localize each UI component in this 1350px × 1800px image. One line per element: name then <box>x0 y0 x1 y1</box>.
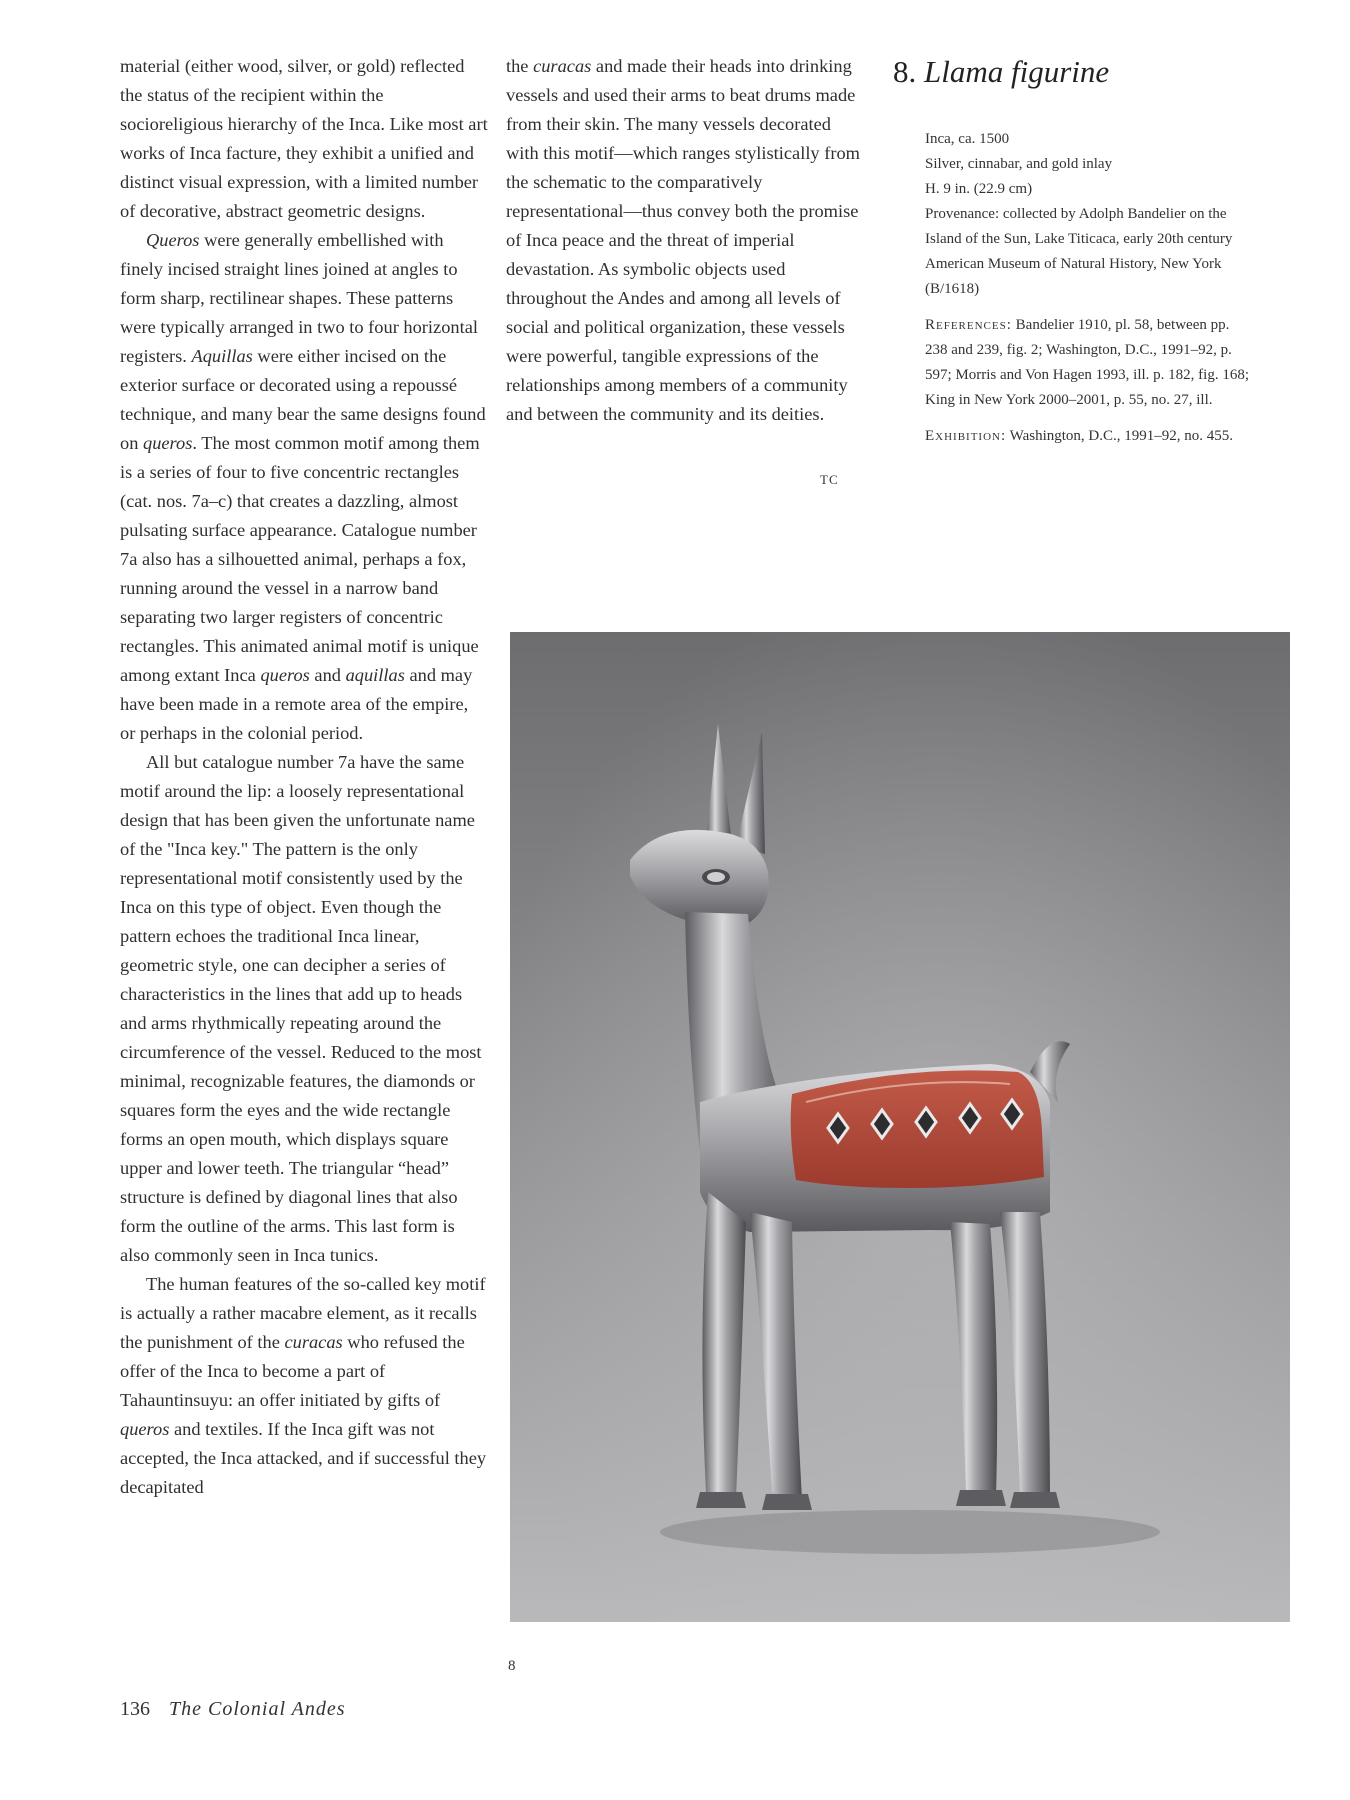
exhibition: Exhibition: Washington, D.C., 1991–92, no. 455. <box>925 428 1234 444</box>
provenance: Provenance: collected by Adolph Bandelier on the Island of the Sun, Lake Titicaca, early 20th century <box>925 206 1233 247</box>
paragraph: The human features of the so-called key motif is actually a rather macabre element, as it recalls the punishment of the curacas who refused the offer of the Inca to become a part of Tahauntinsuyu: an offer initiated by gifts of queros and textiles. If the Inca gift was not accepted, the Inca attacked, and if successful they decapitated <box>120 1274 487 1497</box>
paragraph: All but catalogue number 7a have the same motif around the lip: a loosely representational design that has been given the unfortunate name of the "Inca key." The pattern is the only representational motif consistently used by the Inca on this type of object. Even though the pattern echoes the traditional Inca linear, geometric style, one can decipher a series of characteristics in the lines that add up to heads and arms rhythmically repeating around the circumference of the vessel. Reduced to the most minimal, recognizable features, the diamonds or squares form the eyes and the wide rectangle forms an open mouth, which displays square upper and lower teeth. The triangular “head” structure is defined by diagonal lines that also form the outline of the arms. This last form is also commonly seen in Inca tunics. <box>120 752 482 1265</box>
dimensions: H. 9 in. (22.9 cm) <box>925 181 1033 197</box>
collection: American Museum of Natural History, New York (B/1618) <box>925 256 1222 297</box>
running-title: The Colonial Andes <box>169 1698 346 1720</box>
culture-date: Inca, ca. 1500 <box>925 131 1010 147</box>
page-number: 136 <box>120 1698 150 1720</box>
text-column-2 <box>506 52 868 429</box>
paragraph: the curacas and made their heads into drinking vessels and used their arms to beat drums made from their skin. The many vessels decorated with this motif—which ranges stylistically from the schematic to the comparatively representational—thus convey both the promise of Inca peace and the threat of imperial devastation. As symbolic objects used throughout the Andes and among all levels of social and political organization, these vessels were powerful, tangible expressions of the relationships among members of a community and between the community and its deities. <box>506 56 860 424</box>
llama-figurine-photo <box>510 632 1290 1622</box>
catalogue-metadata <box>925 127 1255 449</box>
materials: Silver, cinnabar, and gold inlay <box>925 156 1113 172</box>
page-footer <box>120 1698 346 1721</box>
author-initials: TC <box>820 472 839 487</box>
paragraph: material (either wood, silver, or gold) reflected the status of the recipient within the socioreligious hierarchy of the Inca. Like most art works of Inca facture, they exhibit a unified and distinct visual expression, with a limited number of decorative, abstract geometric designs. <box>120 56 488 221</box>
figure-number: 8 <box>508 1658 516 1674</box>
catalogue-title: 8. Llama figurine <box>893 54 1110 89</box>
references: References: Bandelier 1910, pl. 58, between pp. 238 and 239, fig. 2; Washington, D.C., 1991–92, p. 597; Morris and Von Hagen 1993, ill. p. 182, fig. 168; King in New York 2000–2001, p. 55, no. 27, ill. <box>925 317 1250 408</box>
paragraph: Queros were generally embellished with finely incised straight lines joined at angles to form sharp, rectilinear shapes. These patterns were typically arranged in two to four horizontal registers. Aquillas were either incised on the exterior surface or decorated using a repoussé technique, and many bear the same designs found on queros. The most common motif among them is a series of four to five concentric rectangles (cat. nos. 7a–c) that creates a dazzling, almost pulsating surface appearance. Catalogue number 7a also has a silhouetted animal, perhaps a fox, running around the vessel in a narrow band separating two larger registers of concentric rectangles. This animated animal motif is unique among extant Inca queros and aquillas and may have been made in a remote area of the empire, or perhaps in the colonial period. <box>120 230 486 743</box>
text-column-1 <box>120 52 488 1502</box>
